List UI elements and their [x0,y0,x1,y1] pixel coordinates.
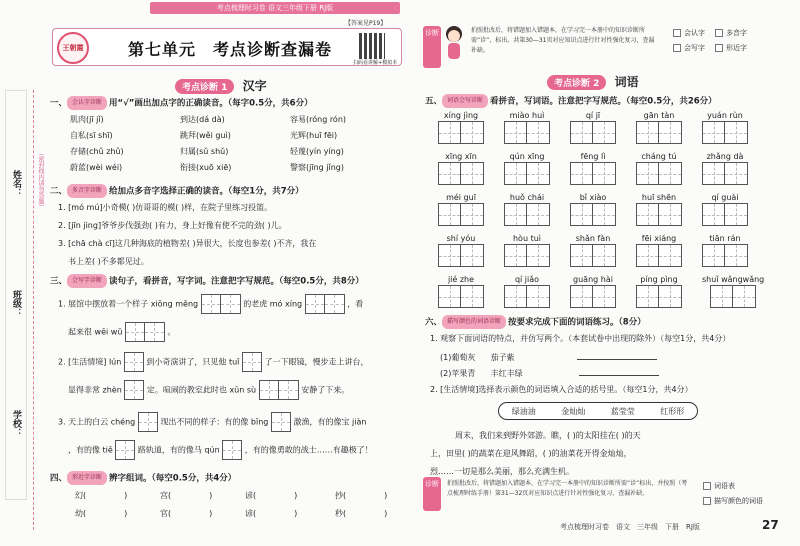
q6-example: (2)苹果青 丰红丰绿 [440,368,659,380]
pinyin-writing-grid[interactable] [570,192,616,226]
pinyin-label: shuǐ wǎngwǎng [702,275,765,284]
q4-word-blank[interactable]: 谚( ) [245,491,298,500]
page-title: 第七单元 考点诊断查漏卷 [128,40,333,59]
pinyin-label: cháng tú [641,152,677,161]
question-tag: 会认字诊断 [67,96,107,110]
pinyin-label: gān tàn [643,111,675,120]
pinyin-label: shǎn fàn [575,234,611,243]
girl-icon [443,24,465,64]
q4-word-blank[interactable]: 官( ) [160,509,213,518]
q3-line: 3. 天上的白云 chéng 现出不同的样子：有的像 bīng 激渔，有的像宝 jiàn [58,412,366,432]
diagnosis-checklist [673,26,747,56]
tianzige-box[interactable] [702,203,748,226]
qr-caption: 扫码看讲解+模拟本 [353,60,398,66]
pinyin-writing-grid[interactable] [636,151,682,185]
q1-option[interactable]: 衔接(xuō xiē) [180,163,232,172]
word-bank-item: 蓝莹莹 [610,406,635,416]
q2-item: 书上差( )不多都见过。 [68,257,149,266]
q2-item: 3. [chā chà cī]这几种海底的植物差( )异很大，长度也参差( )不齐，我在 [58,239,317,248]
pinyin-label: shí yóu [446,234,476,243]
tianzige-box[interactable] [438,162,484,185]
tianzige-box[interactable] [570,162,616,185]
pinyin-writing-grid[interactable] [702,233,748,267]
pinyin-label: hòu tuì [512,234,541,243]
pinyin-writing-grid[interactable] [636,274,682,308]
q4-word-blank[interactable]: 谚( ) [245,509,298,518]
school-label: 学校： [11,410,21,437]
pinyin-label: zhǎng dà [706,152,744,161]
pinyin-writing-grid[interactable] [636,192,682,226]
q1-option[interactable]: 光辉(huī fēi) [290,131,338,140]
q4-word-blank[interactable]: 宫( ) [160,491,213,500]
checkbox-item[interactable]: 形近字 [715,41,747,56]
writing-grid[interactable] [305,294,345,314]
q6-paragraph: 烈……一切是那么美丽，那么充满生机。 [430,467,574,476]
q3-line: ，有的像 tiě 路轨道，有的像马 qún ，有的像勇敢的战士……有趣极了！ [68,440,373,460]
pinyin-label: miào huì [509,111,545,120]
diagnosis-checklist [703,479,763,509]
q6-paragraph: 上，田里( )的蔬菜在迎风舞蹈，( )的油菜花开得金灿灿， [430,449,632,458]
pinyin-label: méi guī [446,193,476,202]
tianzige-box[interactable] [702,162,748,185]
class-label: 班级： [11,290,21,317]
pinyin-writing-grid[interactable] [636,110,682,144]
q1-option[interactable]: 肌肉(jī jǐ) [70,115,104,124]
answer-reference: 【答案见P19】 [345,20,387,27]
q6-item-1: 1. 观察下面词语的特点，并仿写两个。（本套试卷中出现的除外）（每空1分，共4分） [430,334,731,343]
checkbox-item[interactable]: 词语表 [703,479,763,494]
q4-word-blank[interactable]: 秒( ) [335,509,388,518]
seal-line [33,90,34,530]
q1-option[interactable]: 存储(chǔ zhǔ) [70,147,124,156]
q1-option[interactable]: 警察(jīng jǐng) [290,163,344,172]
pinyin-writing-grid[interactable] [438,151,484,185]
q6-example: (1)葡萄灰 茄子紫 [440,352,657,364]
writing-grid[interactable] [201,294,241,314]
q1-option[interactable]: 自私(sī shī) [70,131,113,140]
q6-paragraph: 周末，我们来到野外郊游。瞧，( )的太阳挂在( )的天 [455,431,641,440]
q1-option[interactable]: 跳拜(wěi guì) [180,131,231,140]
tianzige-box[interactable] [636,162,682,185]
writing-grid[interactable] [124,352,144,372]
writing-grid[interactable] [124,380,144,400]
pinyin-label: píng pìng [640,275,678,284]
pinyin-label: jié zhe [447,275,475,284]
tianzige-box[interactable] [636,244,682,267]
q3-line: 显得非常 zhèn 定。喧闹的教室此时也 xūn sù 安静了下来。 [68,380,349,400]
pinyin-writing-grid[interactable] [504,151,550,185]
footer-text: 考点梳理时习卷 语文 三年级 下册 RJ版 [560,523,700,531]
seal-notice: （密封线内请勿答题） [37,150,44,210]
question-6: 六、 描写颜色的词语诊断 按要求完成下面的词语练习。（8分） [425,315,646,329]
pinyin-writing-grid[interactable] [702,274,764,308]
checkbox-item[interactable]: 会写字 [673,41,705,56]
diagnosis-text: 拍照批改后，将错题加入错题本，在学习完一本册中的知识诊断所需“诊”，标出。共第30—31页对应知识点进行针对性强化复习，查漏补缺。 [471,27,655,54]
writing-grid[interactable] [115,440,135,460]
pinyin-label: qí jiǎo [514,275,540,284]
unit-header [52,28,402,66]
pinyin-writing-grid[interactable] [504,192,550,226]
top-banner: 考点梳理时习卷 语文三年级下册 RJ版 [150,2,400,14]
word-bank [498,402,698,420]
writing-grid[interactable] [125,322,165,342]
word-bank-item: 金灿灿 [561,406,586,416]
pinyin-writing-grid[interactable] [702,151,748,185]
tianzige-box[interactable] [570,121,616,144]
writing-grid[interactable] [242,352,262,372]
question-tag: 多音字诊断 [67,184,107,198]
pinyin-label: fēi xiáng [641,234,677,243]
section-title: 汉字 [242,79,267,93]
question-2: 二、 多音字诊断 给加点多音字选择正确的读音。（每空1分，共7分） [50,184,304,198]
pinyin-label: guāng hài [573,275,613,284]
pinyin-writing-grid[interactable] [438,274,484,308]
tianzige-box[interactable] [636,121,682,144]
question-tag: 词语会写诊断 [442,94,488,108]
tianzige-box[interactable] [702,244,748,267]
pinyin-label: qí guài [711,193,739,202]
pinyin-writing-grid[interactable] [636,233,682,267]
pinyin-writing-grid[interactable] [438,233,484,267]
q4-word-blank[interactable]: 抄( ) [335,491,388,500]
diagnosis-box-bottom [423,475,778,511]
question-tag: 形近字诊断 [67,471,107,485]
question-text: 给加点多音字选择正确的读音。（每空1分，共7分） [109,186,304,197]
q2-item: 1. [mó mú]小奇模( )仿哥哥的模( )样，在院子里练习投篮。 [58,203,273,212]
pinyin-label: qún xīng [509,152,545,161]
writing-grid[interactable] [259,380,299,400]
question-text: 按要求完成下面的词语练习。（8分） [508,317,646,328]
pinyin-label: xíng jìng [443,111,479,120]
question-tag: 会写字诊断 [67,274,107,288]
checkbox-item[interactable]: 多音字 [715,26,747,41]
tianzige-box[interactable] [570,203,616,226]
checkbox-item[interactable]: 描写颜色的词语 [703,494,763,509]
question-text: 用“√”画出加点字的正确读音。（每字0.5分，共6分） [109,98,313,109]
q3-line: 1. 展馆中摆放着一个样子 xiōng měng 的老虎 mó xíng ，看 [58,294,363,314]
pinyin-writing-grid[interactable] [702,110,748,144]
tianzige-box[interactable] [504,162,550,185]
checkbox-item[interactable]: 会认字 [673,26,705,41]
pinyin-label: huī shēn [641,193,677,202]
q4-word-blank[interactable]: 幼( ) [75,509,128,518]
question-5: 五、 词语会写诊断 看拼音，写词语。注意把字写规范。（每空0.5分，共26分） [425,94,717,108]
name-label: 姓名： [11,170,21,197]
tianzige-box[interactable] [438,244,484,267]
tianzige-box[interactable] [438,285,484,308]
diagnosis-text: 拍照批改后，将错题加入错题本，在学习完一本册中的知识诊断所需“诊”标出，并按照（考点梳理时练手册）第31—32页对应知识点进行针对性强化复习，查漏补缺。 [447,480,688,497]
pinyin-label: yuán rùn [707,111,743,120]
q1-option[interactable]: 归属(sǔ shǔ) [180,147,229,156]
pinyin-writing-grid[interactable] [570,151,616,185]
pinyin-writing-grid[interactable] [438,192,484,226]
pinyin-label: tiān rán [709,234,741,243]
pinyin-label: huǒ chái [509,193,545,202]
q2-item: 2. [jīn jìng]爷爷步伐强劲( )有力，身上好像有使不完的劲( )儿。 [58,221,287,230]
answer-blank[interactable] [579,375,659,376]
page-number: 27 [762,518,779,532]
question-text: 看拼音，写词语。注意把字写规范。（每空0.5分，共26分） [490,96,717,107]
tianzige-box[interactable] [438,121,484,144]
tianzige-box[interactable] [702,121,748,144]
pinyin-writing-grid[interactable] [702,192,748,226]
answer-blank[interactable] [577,359,657,360]
tianzige-box[interactable] [504,121,550,144]
tianzige-box[interactable] [710,285,756,308]
diagnosis-box [423,22,778,72]
q3-line: 起来很 wēi wǔ 。 [68,322,175,342]
diagnosis-tag: 诊断 [423,477,441,511]
question-text: 辨字组词。（每空0.5分，共4分） [109,473,237,484]
writing-grid[interactable] [271,412,291,432]
question-tag: 描写颜色的词语诊断 [442,315,506,329]
section-badge: 考点诊断 1 [175,79,234,94]
question-4: 四、 形近字诊断 辨字组词。（每空0.5分，共4分） [50,471,236,485]
q1-option[interactable]: 到达(dá dà) [180,115,225,124]
question-1: 一、 会认字诊断 用“√”画出加点字的正确读音。（每字0.5分，共6分） [50,96,313,110]
pinyin-label: fēng lì [580,152,606,161]
tianzige-box[interactable] [438,203,484,226]
tianzige-box[interactable] [504,285,550,308]
qr-code-icon[interactable] [359,33,385,59]
pinyin-label: xīng xīn [445,152,477,161]
q3-line: 2. [生活情境] lún 到小奇演讲了，只见他 tuǐ 了一下眼镜，慢步走上讲台， [58,352,369,372]
word-bank-item: 绿油油 [511,406,536,416]
question-3: 三、 会写字诊断 读句子，看拼音，写字词。注意把字写规范。（每空0.5分，共8分） [50,274,364,288]
pinyin-writing-grid[interactable] [570,110,616,144]
q6-item-2: 2. [生活情境]选择表示颜色的词语填入合适的括号里。（每空1分，共4分） [430,385,693,394]
section-2-header [547,73,639,90]
pinyin-writing-grid[interactable] [504,274,550,308]
tianzige-box[interactable] [570,285,616,308]
brand-logo: 王朝霞 [57,32,89,64]
pinyin-writing-grid[interactable] [570,233,616,267]
q4-word-blank[interactable]: 幻( ) [75,491,128,500]
writing-grid[interactable] [222,440,242,460]
diagnosis-tag: 诊断 [423,26,441,68]
section-title: 词语 [614,75,639,89]
q1-option[interactable]: 轻蔑(yín yíng) [290,147,344,156]
pinyin-writing-grid[interactable] [504,233,550,267]
word-bank-item: 红形形 [660,406,685,416]
question-text: 读句子，看拼音，写字词。注意把字写规范。（每空0.5分，共8分） [109,276,364,287]
tianzige-box[interactable] [570,244,616,267]
section-badge: 考点诊断 2 [547,75,606,90]
pinyin-writing-grid[interactable] [570,274,616,308]
tianzige-box[interactable] [504,203,550,226]
writing-grid[interactable] [138,412,158,432]
tianzige-box[interactable] [504,244,550,267]
pinyin-writing-grid[interactable] [504,110,550,144]
pinyin-label: qí jī [585,111,601,120]
q1-option[interactable]: 蔚蓝(wèi wéi) [70,163,123,172]
q1-option[interactable]: 容易(róng rón) [290,115,347,124]
pinyin-label: bǐ xiào [579,193,607,202]
tianzige-box[interactable] [636,203,682,226]
tianzige-box[interactable] [636,285,682,308]
pinyin-writing-grid[interactable] [438,110,484,144]
section-1-header [175,77,267,94]
